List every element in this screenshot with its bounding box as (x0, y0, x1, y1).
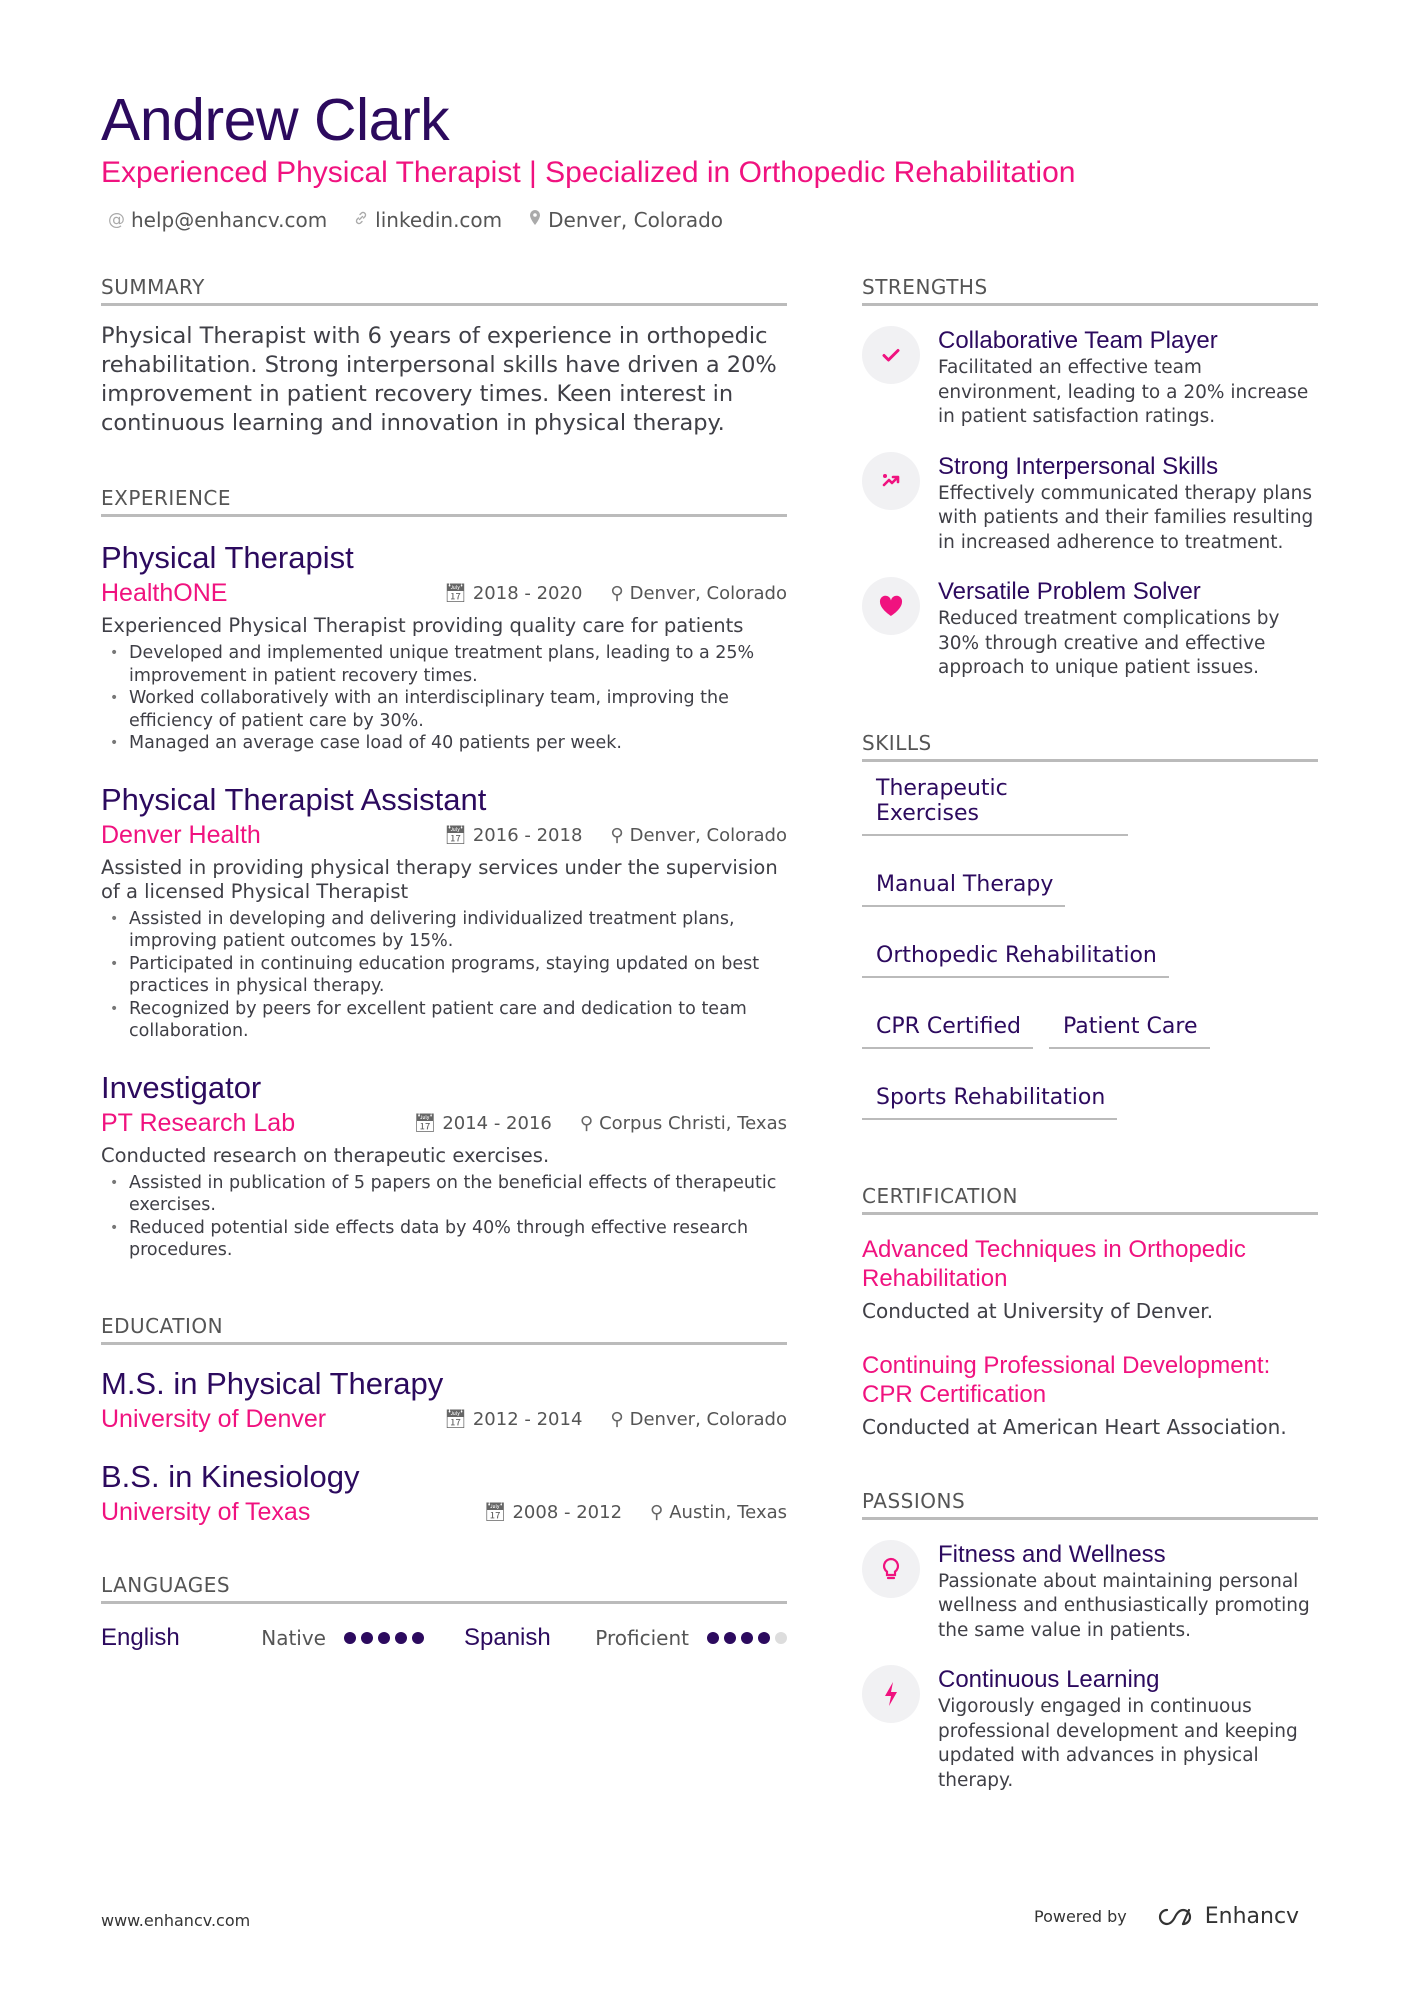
rating-dot (395, 1632, 407, 1644)
bullet-item: • Worked collaboratively with an interdisciplinary team, improving the efficiency of patient care by 30%. (101, 687, 787, 732)
left-column (101, 275, 787, 1652)
language-item (101, 1624, 424, 1652)
degree-title: B.S. in Kinesiology (101, 1458, 360, 1494)
job-dates: 📅︎ 2014 - 2016 (413, 1112, 552, 1134)
map-pin-icon (528, 209, 542, 231)
rating-dot (361, 1632, 373, 1644)
rating-dot (344, 1632, 356, 1644)
language-name: English (101, 1623, 180, 1651)
passion-description: Passionate about maintaining personal wellness and enthusiastically promoting the same value in patients. (938, 1570, 1310, 1641)
handshake-icon (862, 452, 920, 510)
contact-bar (108, 208, 723, 232)
map-pin-icon: ⚲ (610, 1408, 624, 1430)
skill-tag: Sports Rehabilitation (862, 1085, 1117, 1120)
bullet-item: • Recognized by peers for excellent patient care and dedication to team collaboration. (101, 998, 787, 1043)
certification-title: Continuing Professional Development: CPR Certification (862, 1351, 1271, 1408)
skill-tag: Manual Therapy (862, 872, 1065, 907)
job-dates: 📅︎ 2016 - 2018 (444, 824, 583, 846)
job-description: Assisted in providing physical therapy services under the supervision of a licensed Physical Therapist (101, 855, 778, 903)
lightbulb-icon (862, 1540, 920, 1598)
job-company: PT Research Lab (101, 1108, 296, 1137)
certification-description: Conducted at American Heart Association. (862, 1414, 1287, 1439)
contact-linkedin[interactable]: linkedin.com (353, 208, 502, 232)
brand-logo[interactable]: Enhancv (1153, 1904, 1299, 1929)
edu-dates: 📅︎ 2012 - 2014 (444, 1408, 583, 1430)
calendar-icon: 📅︎ (444, 1408, 467, 1430)
strength-item (862, 452, 1318, 556)
map-pin-icon: ⚲ (610, 583, 624, 604)
footer-branding (1034, 1904, 1299, 1929)
languages-heading: LANGUAGES (101, 1573, 787, 1604)
language-rating (344, 1632, 424, 1644)
powered-by-label: Powered by (1034, 1907, 1127, 1926)
rating-dot (741, 1632, 753, 1644)
strength-description: Facilitated an effective team environment, leading to a 20% increase in patient satisfaction ratings. (938, 357, 1309, 427)
education-entry (101, 1458, 787, 1527)
job-bullets (101, 1172, 787, 1262)
candidate-name: Andrew Clark (101, 87, 450, 153)
passion-description: Vigorously engaged in continuous professional development and keeping updated with advances in physical therapy. (938, 1696, 1298, 1791)
language-name: Spanish (464, 1623, 551, 1651)
job-location: ⚲ Denver, Colorado (610, 824, 787, 846)
rating-dot (707, 1632, 719, 1644)
strength-title: Strong Interpersonal Skills (938, 452, 1219, 480)
job-title: Investigator (101, 1069, 262, 1105)
bullet-item: • Reduced potential side effects data by 40% through effective research procedures. (101, 1217, 787, 1262)
rating-dot (378, 1632, 390, 1644)
passion-title: Fitness and Wellness (938, 1540, 1166, 1568)
bullet-item: • Developed and implemented unique treatment plans, leading to a 25% improvement in patient recovery times. (101, 642, 787, 687)
enhancv-logo-icon (1153, 1906, 1197, 1928)
job-dates: 📅︎ 2018 - 2020 (444, 583, 583, 604)
footer-website[interactable]: www.enhancv.com (101, 1911, 251, 1930)
experience-entry (101, 781, 787, 1043)
experience-heading: EXPERIENCE (101, 486, 787, 517)
skill-tag: Orthopedic Rehabilitation (862, 943, 1169, 978)
map-pin-icon: ⚲ (650, 1501, 664, 1523)
rating-dot (412, 1632, 424, 1644)
job-title: Physical Therapist Assistant (101, 781, 487, 817)
job-company: Denver Health (101, 820, 261, 849)
calendar-icon: 📅︎ (444, 824, 467, 846)
job-description: Experienced Physical Therapist providing quality care for patients (101, 614, 744, 637)
passion-item (862, 1665, 1318, 1793)
language-level: Proficient (595, 1625, 689, 1650)
at-icon: @ (108, 210, 125, 230)
strength-title: Collaborative Team Player (938, 327, 1218, 354)
school-name: University of Texas (101, 1497, 311, 1526)
right-column (862, 275, 1318, 1793)
contact-email[interactable]: @ help@enhancv.com (108, 208, 328, 232)
skill-tag: Therapeutic Exercises (862, 776, 1128, 836)
degree-title: M.S. in Physical Therapy (101, 1365, 444, 1401)
lightning-icon (862, 1665, 920, 1723)
strengths-heading: STRENGTHS (862, 275, 1318, 306)
school-name: University of Denver (101, 1404, 327, 1433)
bullet-item: • Managed an average case load of 40 patients per week. (101, 732, 787, 755)
certification-item (862, 1235, 1318, 1323)
skill-tag: Patient Care (1049, 1014, 1210, 1049)
rating-dot (758, 1632, 770, 1644)
skill-tag: CPR Certified (862, 1014, 1033, 1049)
heart-icon (862, 577, 920, 635)
strength-item (862, 326, 1318, 430)
map-pin-icon: ⚲ (610, 824, 624, 846)
job-location: ⚲ Denver, Colorado (610, 583, 787, 604)
calendar-icon: 📅︎ (444, 583, 467, 604)
map-pin-icon: ⚲ (579, 1112, 594, 1134)
check-icon (862, 326, 920, 384)
passion-item (862, 1540, 1318, 1644)
job-location: ⚲ Corpus Christi, Texas (579, 1112, 787, 1134)
experience-entry (101, 1069, 787, 1262)
candidate-headline: Experienced Physical Therapist | Specialized in Orthopedic Rehabilitation (101, 156, 1076, 189)
rating-dot (775, 1632, 787, 1644)
bullet-item: • Participated in continuing education programs, staying updated on best practices in physical therapy. (101, 953, 787, 998)
education-heading: EDUCATION (101, 1314, 787, 1345)
certification-description: Conducted at University of Denver. (862, 1298, 1214, 1323)
strength-title: Versatile Problem Solver (938, 578, 1201, 605)
job-bullets (101, 908, 787, 1043)
summary-heading: SUMMARY (101, 275, 787, 306)
strength-item (862, 577, 1318, 681)
strength-description: Effectively communicated therapy plans with patients and their families resulting in increased adherence to treatment. (938, 482, 1314, 553)
passions-heading: PASSIONS (862, 1489, 1318, 1520)
certification-item (862, 1351, 1318, 1439)
rating-dot (724, 1632, 736, 1644)
certification-heading: CERTIFICATION (862, 1184, 1318, 1215)
calendar-icon: 📅︎ (483, 1501, 507, 1523)
strength-description: Reduced treatment complications by 30% through creative and effective approach to unique patient issues. (938, 608, 1280, 678)
certification-title: Advanced Techniques in Orthopedic Rehabilitation (862, 1235, 1246, 1292)
job-bullets (101, 642, 787, 755)
education-entry (101, 1365, 787, 1434)
bullet-item: • Assisted in developing and delivering individualized treatment plans, improving patient outcomes by 15%. (101, 908, 787, 953)
language-item (464, 1624, 787, 1652)
job-description: Conducted research on therapeutic exercises. (101, 1143, 550, 1167)
link-icon (353, 210, 369, 231)
job-company: HealthONE (101, 579, 228, 607)
job-title: Physical Therapist (101, 540, 354, 575)
bullet-item: • Assisted in publication of 5 papers on the beneficial effects of therapeutic exercises. (101, 1172, 787, 1217)
skills-heading: SKILLS (862, 731, 1318, 762)
passion-title: Continuous Learning (938, 1666, 1160, 1693)
language-rating (707, 1632, 787, 1644)
language-level: Native (261, 1625, 326, 1650)
edu-location: ⚲ Austin, Texas (650, 1501, 787, 1523)
skills-list (862, 776, 1318, 1120)
contact-location: Denver, Colorado (528, 208, 723, 232)
summary-text: Physical Therapist with 6 years of experience in orthopedic rehabilitation. Strong interpersonal skills have driven a 20% improvement in patient recovery times. Keen interest in continuous learning and innovation in physical therapy. (101, 323, 777, 436)
calendar-icon: 📅︎ (413, 1112, 437, 1134)
edu-location: ⚲ Denver, Colorado (610, 1408, 787, 1430)
experience-entry (101, 539, 787, 755)
edu-dates: 📅︎ 2008 - 2012 (483, 1501, 623, 1523)
